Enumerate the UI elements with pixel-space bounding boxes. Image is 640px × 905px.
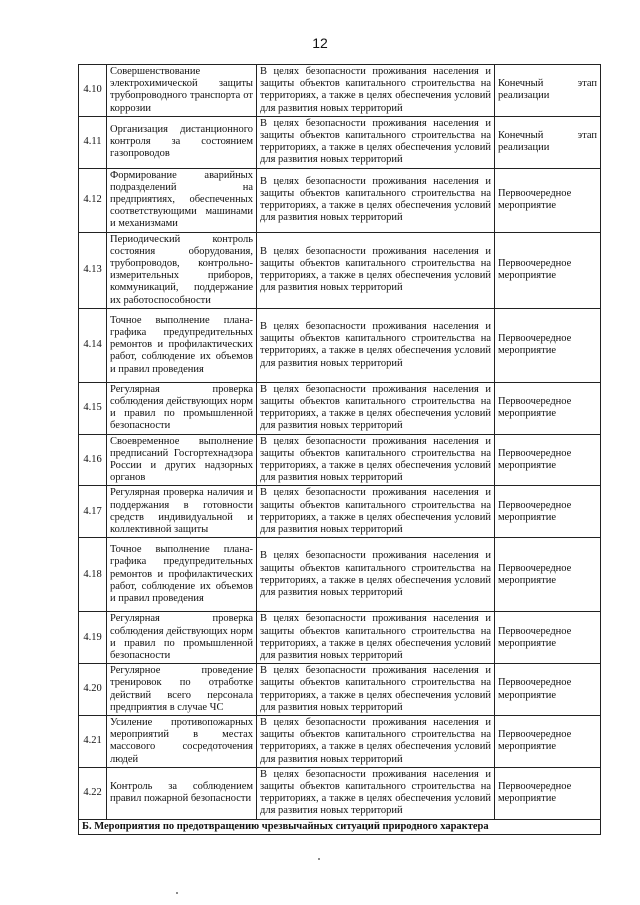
table-row xyxy=(79,168,601,232)
measure-purpose: В целях безопасности проживания населения и защиты объектов капитального строительства на территориях, а также в целях обеспечения условий для развития новых территорий xyxy=(257,65,495,117)
row-number: 4.20 xyxy=(79,664,107,716)
row-number: 4.21 xyxy=(79,715,107,767)
measure-purpose: В целях безопасности проживания населения и защиты объектов капитального строительства на территориях, а также в целях обеспечения условий для развития новых территорий xyxy=(257,715,495,767)
measure-purpose: В целях безопасности проживания населения и защиты объектов капитального строительства на территориях, а также в целях обеспечения условий для развития новых территорий xyxy=(257,486,495,538)
row-number: 4.13 xyxy=(79,232,107,308)
table-row xyxy=(79,382,601,434)
measure-status: Первоочередное мероприятие xyxy=(495,168,601,232)
measure-name: Периодический контроль состояния оборудования, трубопроводов, контрольно-измерительных приборов, коммуникаций, поддержание их работоспособности xyxy=(107,232,257,308)
measure-purpose: В целях безопасности проживания населения и защиты объектов капитального строительства на территориях, а также в целях обеспечения условий для развития новых территорий xyxy=(257,168,495,232)
measure-purpose: В целях безопасности проживания населения и защиты объектов капитального строительства на территориях, а также в целях обеспечения условий для развития новых территорий xyxy=(257,767,495,819)
row-number: 4.16 xyxy=(79,434,107,486)
measure-status: Конечный этап реализации xyxy=(495,65,601,117)
measure-purpose: В целях безопасности проживания населения и защиты объектов капитального строительства на территориях, а также в целях обеспечения условий для развития новых территорий xyxy=(257,116,495,168)
measure-status: Первоочередное мероприятие xyxy=(495,232,601,308)
measure-status: Первоочередное мероприятие xyxy=(495,664,601,716)
row-number: 4.15 xyxy=(79,382,107,434)
measure-status: Первоочередное мероприятие xyxy=(495,715,601,767)
measure-name: Формирование аварийных подразделений на предприятиях, обеспеченных соответствующими машинами и механизмами xyxy=(107,168,257,232)
row-number: 4.22 xyxy=(79,767,107,819)
measure-name: Организация дистанционного контроля за состоянием газопроводов xyxy=(107,116,257,168)
measure-purpose: В целях безопасности проживания населения и защиты объектов капитального строительства на территориях, а также в целях обеспечения условий для развития новых территорий xyxy=(257,232,495,308)
table-row xyxy=(79,767,601,819)
measures-table xyxy=(78,64,601,835)
row-number: 4.18 xyxy=(79,538,107,612)
measure-status: Первоочередное мероприятие xyxy=(495,538,601,612)
page-number: 12 xyxy=(312,35,328,51)
row-number: 4.12 xyxy=(79,168,107,232)
table-row xyxy=(79,434,601,486)
table-row xyxy=(79,715,601,767)
measure-status: Первоочередное мероприятие xyxy=(495,382,601,434)
measure-status: Первоочередное мероприятие xyxy=(495,486,601,538)
row-number: 4.10 xyxy=(79,65,107,117)
scan-speck xyxy=(176,892,178,894)
table-row xyxy=(79,486,601,538)
table-row xyxy=(79,232,601,308)
measure-status: Первоочередное мероприятие xyxy=(495,612,601,664)
measure-purpose: В целях безопасности проживания населения и защиты объектов капитального строительства на территориях, а также в целях обеспечения условий для развития новых территорий xyxy=(257,664,495,716)
measure-name: Регулярная проверка соблюдения действующих норм и правил по промышленной безопасности xyxy=(107,382,257,434)
measure-name: Совершенствование электрохимической защиты трубопроводного транспорта от коррозии xyxy=(107,65,257,117)
section-b-title: Б. Мероприятия по предотвращению чрезвычайных ситуаций природного характера xyxy=(79,819,601,834)
measure-status: Первоочередное мероприятие xyxy=(495,767,601,819)
measure-name: Своевременное выполнение предписаний Госгортехнадзора России и других надзорных органов xyxy=(107,434,257,486)
measure-name: Точное выполнение плана-графика предупредительных ремонтов и профилактических работ, соблюдение их объемов и правил проведения xyxy=(107,538,257,612)
measure-purpose: В целях безопасности проживания населения и защиты объектов капитального строительства на территориях, а также в целях обеспечения условий для развития новых территорий xyxy=(257,308,495,382)
row-number: 4.19 xyxy=(79,612,107,664)
table-row xyxy=(79,612,601,664)
table-row xyxy=(79,308,601,382)
measure-status: Первоочередное мероприятие xyxy=(495,308,601,382)
table-row xyxy=(79,65,601,117)
measure-purpose: В целях безопасности проживания населения и защиты объектов капитального строительства на территориях, а также в целях обеспечения условий для развития новых территорий xyxy=(257,538,495,612)
measure-name: Регулярная проверка соблюдения действующих норм и правил по промышленной безопасности xyxy=(107,612,257,664)
measure-purpose: В целях безопасности проживания населения и защиты объектов капитального строительства на территориях, а также в целях обеспечения условий для развития новых территорий xyxy=(257,612,495,664)
measure-status: Первоочередное мероприятие xyxy=(495,434,601,486)
measure-purpose: В целях безопасности проживания населения и защиты объектов капитального строительства на территориях, а также в целях обеспечения условий для развития новых территорий xyxy=(257,382,495,434)
measure-name: Контроль за соблюдением правил пожарной безопасности xyxy=(107,767,257,819)
row-number: 4.11 xyxy=(79,116,107,168)
row-number: 4.14 xyxy=(79,308,107,382)
measure-name: Усиление противопожарных мероприятий в местах массового сосредоточения людей xyxy=(107,715,257,767)
table-row xyxy=(79,664,601,716)
measure-name: Точное выполнение плана-графика предупредительных ремонтов и профилактических работ, соблюдение их объемов и правил проведения xyxy=(107,308,257,382)
measure-purpose: В целях безопасности проживания населения и защиты объектов капитального строительства на территориях, а также в целях обеспечения условий для развития новых территорий xyxy=(257,434,495,486)
section-row xyxy=(79,819,601,834)
table-row xyxy=(79,538,601,612)
row-number: 4.17 xyxy=(79,486,107,538)
measure-status: Конечный этап реализации xyxy=(495,116,601,168)
table-row xyxy=(79,116,601,168)
scan-speck xyxy=(318,858,320,860)
measure-name: Регулярная проверка наличия и поддержания в готовности средств индивидуальной и коллективной защиты xyxy=(107,486,257,538)
measure-name: Регулярное проведение тренировок по отработке действий всего персонала предприятия в случае ЧС xyxy=(107,664,257,716)
